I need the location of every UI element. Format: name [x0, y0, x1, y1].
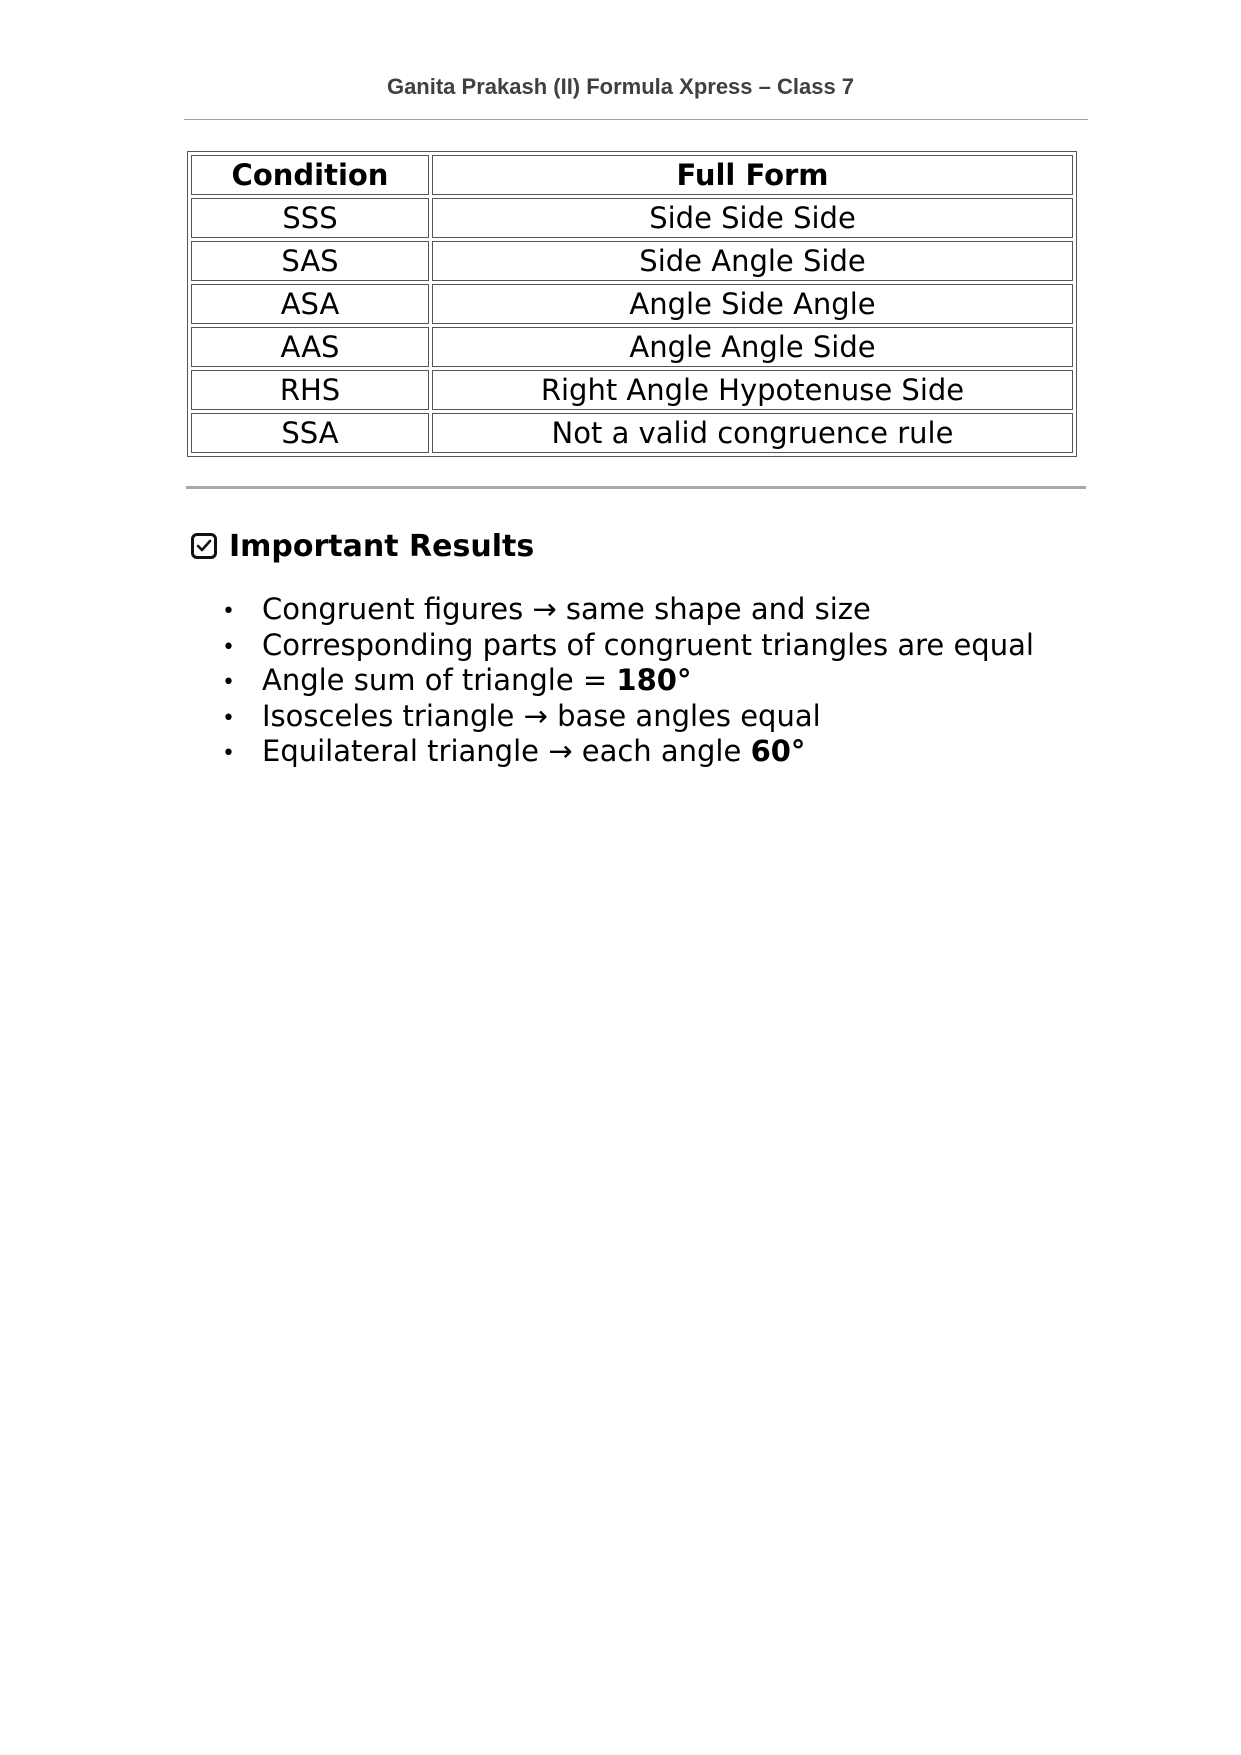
table-row — [191, 241, 1073, 281]
section-heading — [191, 526, 534, 566]
full-form-cell: Angle Side Angle — [432, 284, 1073, 324]
full-form-cell: Not a valid congruence rule — [432, 413, 1073, 453]
list-item: • Corresponding parts of congruent triangles are equal — [222, 628, 1082, 664]
list-item: • Isosceles triangle → base angles equal — [222, 699, 1082, 735]
table-row — [191, 413, 1073, 453]
full-form-cell: Right Angle Hypotenuse Side — [432, 370, 1073, 410]
checkbox-check-icon — [191, 533, 217, 559]
list-item: • Angle sum of triangle = 180° — [222, 663, 1082, 699]
important-results-list — [222, 592, 1082, 770]
section-title: Important Results — [229, 528, 535, 564]
section-divider — [186, 486, 1086, 489]
table-row — [191, 327, 1073, 367]
full-form-cell: Side Angle Side — [432, 241, 1073, 281]
condition-cell: ASA — [191, 284, 429, 324]
full-form-cell: Angle Angle Side — [432, 327, 1073, 367]
table-row — [191, 198, 1073, 238]
condition-cell: RHS — [191, 370, 429, 410]
header-divider — [184, 119, 1088, 120]
list-item: • Congruent figures → same shape and size — [222, 592, 1082, 628]
table-row — [191, 370, 1073, 410]
angle-value: 180° — [616, 663, 692, 697]
page-header-title: Ganita Prakash (II) Formula Xpress – Class 7 — [386, 74, 855, 99]
full-form-cell: Side Side Side — [432, 198, 1073, 238]
angle-value: 60° — [750, 734, 806, 768]
condition-cell: SSA — [191, 413, 429, 453]
table-header-row — [191, 155, 1073, 195]
congruence-table — [187, 151, 1077, 457]
condition-cell: SSS — [191, 198, 429, 238]
condition-cell: SAS — [191, 241, 429, 281]
list-item: • Equilateral triangle → each angle 60° — [222, 734, 1082, 770]
column-header-condition: Condition — [191, 155, 429, 195]
table-row — [191, 284, 1073, 324]
condition-cell: AAS — [191, 327, 429, 367]
column-header-full-form: Full Form — [432, 155, 1073, 195]
